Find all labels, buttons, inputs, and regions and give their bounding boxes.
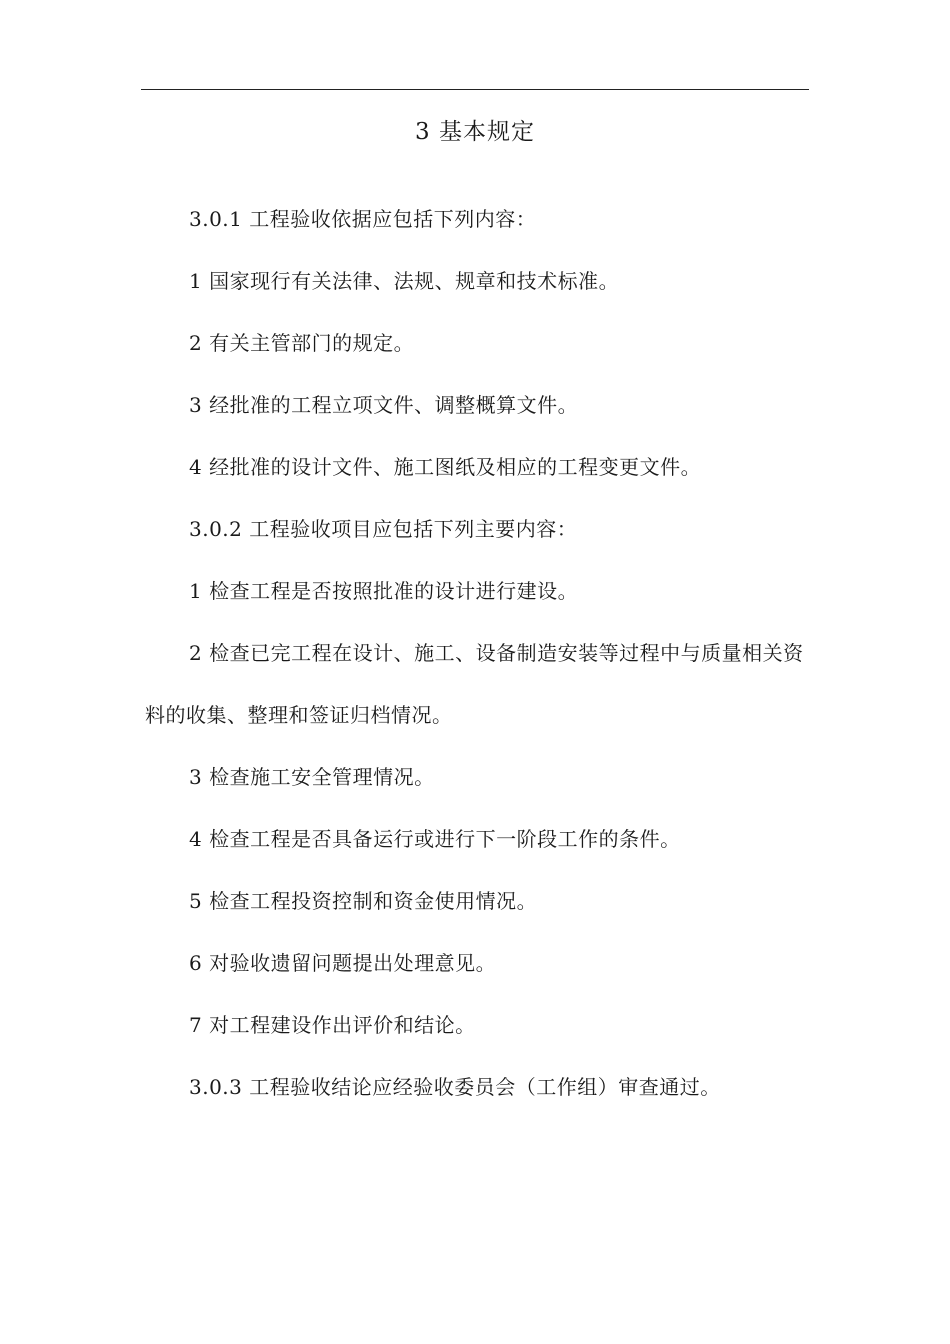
list-item: 5 检查工程投资控制和资金使用情况。 [189, 889, 538, 913]
list-item: 7 对工程建设作出评价和结论。 [189, 1013, 476, 1037]
list-item: 3 检查施工安全管理情况。 [189, 765, 435, 789]
list-item: 1 检查工程是否按照批准的设计进行建设。 [189, 579, 579, 603]
list-item: 4 检查工程是否具备运行或进行下一阶段工作的条件。 [189, 827, 681, 851]
list-item: 2 检查已完工程在设计、施工、设备制造安装等过程中与质量相关资料的收集、整理和签证归档情况。 [145, 641, 804, 727]
clause-3-0-1: 3.0.1 工程验收依据应包括下列内容： [189, 207, 537, 231]
list-item: 2 有关主管部门的规定。 [189, 331, 415, 355]
list-item: 1 国家现行有关法律、法规、规章和技术标准。 [189, 269, 620, 293]
section-title: 3 基本规定 [415, 119, 535, 145]
header-rule [141, 89, 809, 90]
clause-3-0-2: 3.0.2 工程验收项目应包括下列主要内容： [189, 517, 578, 541]
list-item: 4 经批准的设计文件、施工图纸及相应的工程变更文件。 [189, 455, 702, 479]
document-body [145, 188, 809, 1118]
clause-3-0-3: 3.0.3 工程验收结论应经验收委员会（工作组）审查通过。 [189, 1075, 721, 1099]
list-item: 6 对验收遗留问题提出处理意见。 [189, 951, 497, 975]
list-item: 3 经批准的工程立项文件、调整概算文件。 [189, 393, 579, 417]
